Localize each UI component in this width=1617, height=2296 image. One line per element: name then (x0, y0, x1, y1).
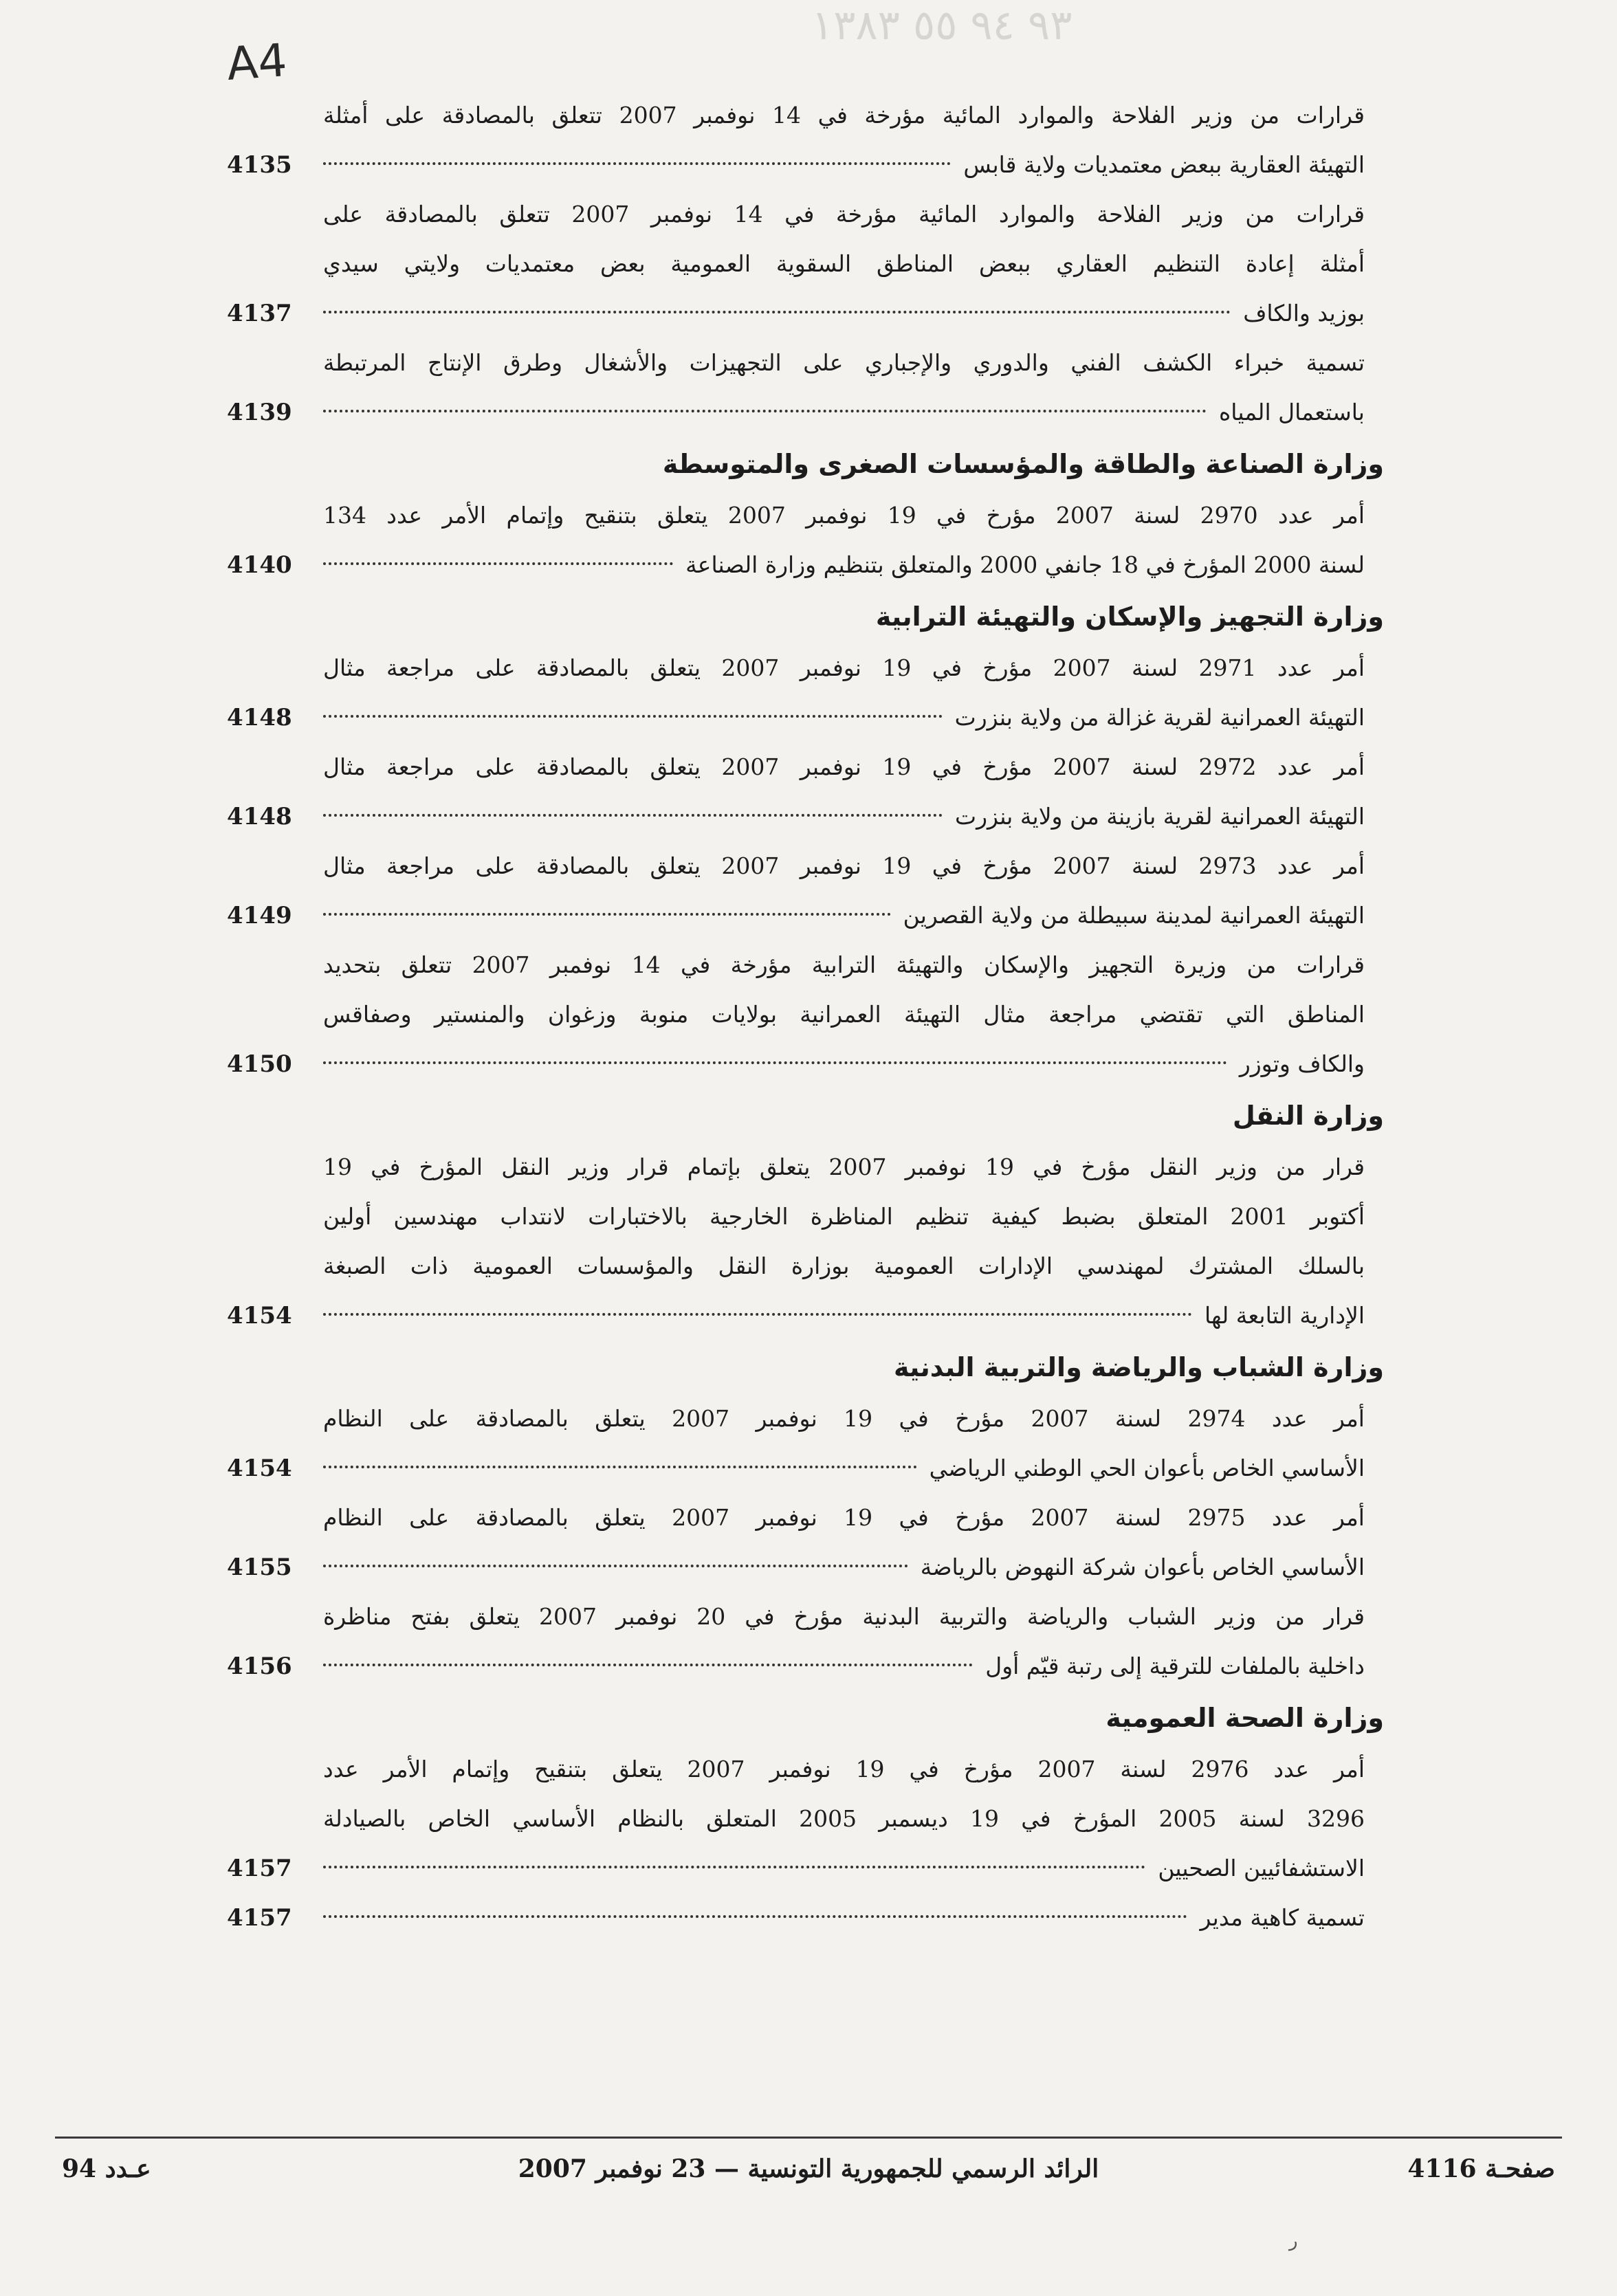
entry-line (227, 1444, 1365, 1493)
entry-line (227, 1192, 1365, 1241)
entry-text: أمثلة إعادة التنظيم العقاري ببعض المناطق السقوية العمومية بعض معتمديات ولايتي سيدي (323, 250, 1365, 277)
toc-entry (227, 1394, 1365, 1493)
toc-entry (227, 940, 1365, 1089)
entry-text: أمر عدد 2974 لسنة 2007 مؤرخ في 19 نوفمبر 2007 يتعلق بالمصادقة على النظام (323, 1405, 1365, 1432)
toc-entry (227, 190, 1365, 338)
dot-leader (323, 410, 1207, 412)
dot-leader (323, 162, 951, 165)
entry-line (227, 1039, 1365, 1089)
page-ref: 4135 (227, 151, 292, 179)
entry-line (227, 91, 1365, 140)
entry-line (227, 792, 1365, 841)
dot-leader (323, 1664, 973, 1666)
dot-leader (323, 1313, 1192, 1316)
entry-line (227, 540, 1365, 590)
ministry-heading: وزارة الصحة العمومية (1106, 1703, 1384, 1733)
page-ref: 4157 (227, 1904, 292, 1932)
entry-text: أمر عدد 2973 لسنة 2007 مؤرخ في 19 نوفمبر 2007 يتعلق بالمصادقة على مراجعة مثال (323, 852, 1365, 879)
page-ref: 4154 (227, 1302, 292, 1329)
entry-line (227, 1394, 1365, 1444)
entry-text: الأساسي الخاص بأعوان الحي الوطني الرياضي (929, 1455, 1365, 1481)
ministry-heading: وزارة الشباب والرياضة والتربية البدنية (893, 1352, 1384, 1382)
entry-text: بوزيد والكاف (1243, 300, 1365, 327)
dot-leader (323, 1565, 908, 1567)
entry-text: التهيئة العمرانية لقرية غزالة من ولاية بنزرت (954, 704, 1365, 731)
entry-text: الاستشفائيين الصحيين (1158, 1855, 1365, 1881)
page-footer (55, 2154, 1562, 2196)
entry-text: لسنة 2000 المؤرخ في 18 جانفي 2000 والمتعلق بتنظيم وزارة الصناعة (685, 551, 1365, 578)
toc-entry (227, 1745, 1365, 1893)
entry-text: المناطق التي تقتضي مراجعة مثال التهيئة العمرانية بولايات منوبة وزغوان والمنستير وصفاقس (323, 1001, 1365, 1028)
entry-text: أمر عدد 2975 لسنة 2007 مؤرخ في 19 نوفمبر 2007 يتعلق بالمصادقة على النظام (323, 1504, 1365, 1531)
entry-text: الإدارية التابعة لها (1204, 1302, 1365, 1329)
page-ref: 4157 (227, 1855, 292, 1882)
entry-text: بالسلك المشترك لمهندسي الإدارات العمومية بوزارة النقل والمؤسسات العمومية ذات الصبغة (323, 1252, 1365, 1279)
page-ref: 4155 (227, 1554, 292, 1581)
entry-line (227, 693, 1365, 742)
entry-text: تسمية كاهية مدير (1200, 1904, 1365, 1931)
entry-text: أمر عدد 2976 لسنة 2007 مؤرخ في 19 نوفمبر 2007 يتعلق بتنقيح وإتمام الأمر عدد (323, 1756, 1365, 1782)
entry-line (227, 1642, 1365, 1691)
toc-entry (227, 1143, 1365, 1340)
toc-entry (227, 841, 1365, 940)
entry-text: قرار من وزير الشباب والرياضة والتربية البدنية مؤرخ في 20 نوفمبر 2007 يتعلق بفتح مناظرة (323, 1603, 1365, 1630)
entry-line (227, 239, 1365, 289)
entry-line (227, 1291, 1365, 1340)
entry-line (227, 1543, 1365, 1592)
dot-leader (323, 1866, 1145, 1868)
dot-leader (323, 311, 1231, 313)
entry-text: قرارات من وزير الفلاحة والموارد المائية مؤرخة في 14 نوفمبر 2007 تتعلق بالمصادقة على أمثلة (323, 102, 1365, 129)
footer-rule (55, 2137, 1562, 2139)
entry-line (227, 1794, 1365, 1844)
gazette-title: الرائد الرسمي للجمهورية التونسية — 23 نوفمبر 2007 (518, 2154, 1099, 2183)
entry-line (227, 1493, 1365, 1543)
entry-text: الأساسي الخاص بأعوان شركة النهوض بالرياضة (920, 1554, 1365, 1580)
entry-line (227, 643, 1365, 693)
entry-text: داخلية بالملفات للترقية إلى رتبة قيّم أول (985, 1653, 1365, 1679)
entry-line (227, 1844, 1365, 1893)
dot-leader (323, 814, 943, 817)
page-ref: 4156 (227, 1653, 292, 1680)
entry-line (227, 1893, 1365, 1943)
entry-text: قرارات من وزيرة التجهيز والإسكان والتهيئة الترابية مؤرخة في 14 نوفمبر 2007 تتعلق بتحديد (323, 951, 1365, 978)
dot-leader (323, 562, 673, 565)
entry-text: قرارات من وزير الفلاحة والموارد المائية مؤرخة في 14 نوفمبر 2007 تتعلق بالمصادقة على (323, 201, 1365, 228)
entry-text: تسمية خبراء الكشف الفني والدوري والإجباري على التجهيزات والأشغال وطرق الإنتاج المرتبطة (323, 349, 1365, 376)
entry-text: أمر عدد 2970 لسنة 2007 مؤرخ في 19 نوفمبر 2007 يتعلق بتنقيح وإتمام الأمر عدد 134 (323, 502, 1365, 529)
page-ref: 4149 (227, 902, 292, 929)
toc-entry (227, 338, 1365, 437)
entry-text: التهيئة العقارية ببعض معتمديات ولاية قابس (963, 151, 1365, 178)
entry-text: أمر عدد 2971 لسنة 2007 مؤرخ في 19 نوفمبر 2007 يتعلق بالمصادقة على مراجعة مثال (323, 654, 1365, 681)
toc-entry (227, 1493, 1365, 1592)
dot-leader (323, 1466, 917, 1468)
dot-leader (323, 913, 891, 916)
entry-text: أكتوبر 2001 المتعلق بضبط كيفية تنظيم المناظرة الخارجية بالاختبارات لانتداب مهندسين أولين (323, 1203, 1365, 1230)
table-of-contents (227, 91, 1384, 1943)
entry-line (227, 289, 1365, 338)
page-ref: 4148 (227, 803, 292, 830)
entry-line (227, 1143, 1365, 1192)
toc-entry (227, 1893, 1365, 1943)
page-ref: 4137 (227, 300, 292, 327)
entry-line (227, 891, 1365, 940)
issue-number: عـدد 94 (62, 2154, 151, 2183)
entry-text: 3296 لسنة 2005 المؤرخ في 19 ديسمبر 2005 المتعلق بالنظام الأساسي الخاص بالصيادلة (323, 1805, 1365, 1832)
page-ref: 4150 (227, 1050, 292, 1078)
entry-line (227, 1241, 1365, 1291)
entry-line (227, 1592, 1365, 1642)
entry-line (227, 388, 1365, 437)
ministry-heading: وزارة النقل (1232, 1101, 1384, 1131)
toc-entry (227, 91, 1365, 190)
entry-line (227, 841, 1365, 891)
entry-line (227, 190, 1365, 239)
entry-text: والكاف وتوزر (1239, 1050, 1365, 1077)
entry-text: باستعمال المياه (1219, 399, 1365, 426)
entry-text: التهيئة العمرانية لقرية بازينة من ولاية بنزرت (955, 803, 1365, 830)
toc-entry (227, 742, 1365, 841)
entry-line (227, 1745, 1365, 1794)
toc-entry (227, 491, 1365, 590)
page-number: صفحـة 4116 (1407, 2154, 1555, 2183)
ministry-heading: وزارة الصناعة والطاقة والمؤسسات الصغرى والمتوسطة (662, 449, 1384, 479)
bleed-through-text: ٩٣ ٩٤ ٥٥ ١٣٨٣ (811, 1, 1072, 49)
entry-line (227, 491, 1365, 540)
entry-line (227, 940, 1365, 990)
toc-entry (227, 1592, 1365, 1691)
dot-leader (323, 715, 943, 718)
toc-entry (227, 643, 1365, 742)
page-ref: 4154 (227, 1455, 292, 1482)
page-ref: 4148 (227, 704, 292, 731)
page-ref: 4140 (227, 551, 292, 579)
ministry-heading: وزارة التجهيز والإسكان والتهيئة الترابية (875, 601, 1384, 632)
entry-line (227, 742, 1365, 792)
entry-text: قرار من وزير النقل مؤرخ في 19 نوفمبر 2007 يتعلق بإتمام قرار وزير النقل المؤرخ في 19 (323, 1153, 1365, 1180)
entry-text: التهيئة العمرانية لمدينة سبيطلة من ولاية القصرين (903, 902, 1365, 929)
entry-line (227, 338, 1365, 388)
stray-mark: ر (1289, 2231, 1298, 2251)
entry-line (227, 140, 1365, 190)
dot-leader (323, 1915, 1187, 1918)
dot-leader (323, 1061, 1227, 1064)
page-ref: 4139 (227, 399, 292, 426)
entry-text: أمر عدد 2972 لسنة 2007 مؤرخ في 19 نوفمبر 2007 يتعلق بالمصادقة على مراجعة مثال (323, 753, 1365, 780)
handwritten-annotation: A4 (225, 34, 289, 91)
entry-line (227, 990, 1365, 1039)
